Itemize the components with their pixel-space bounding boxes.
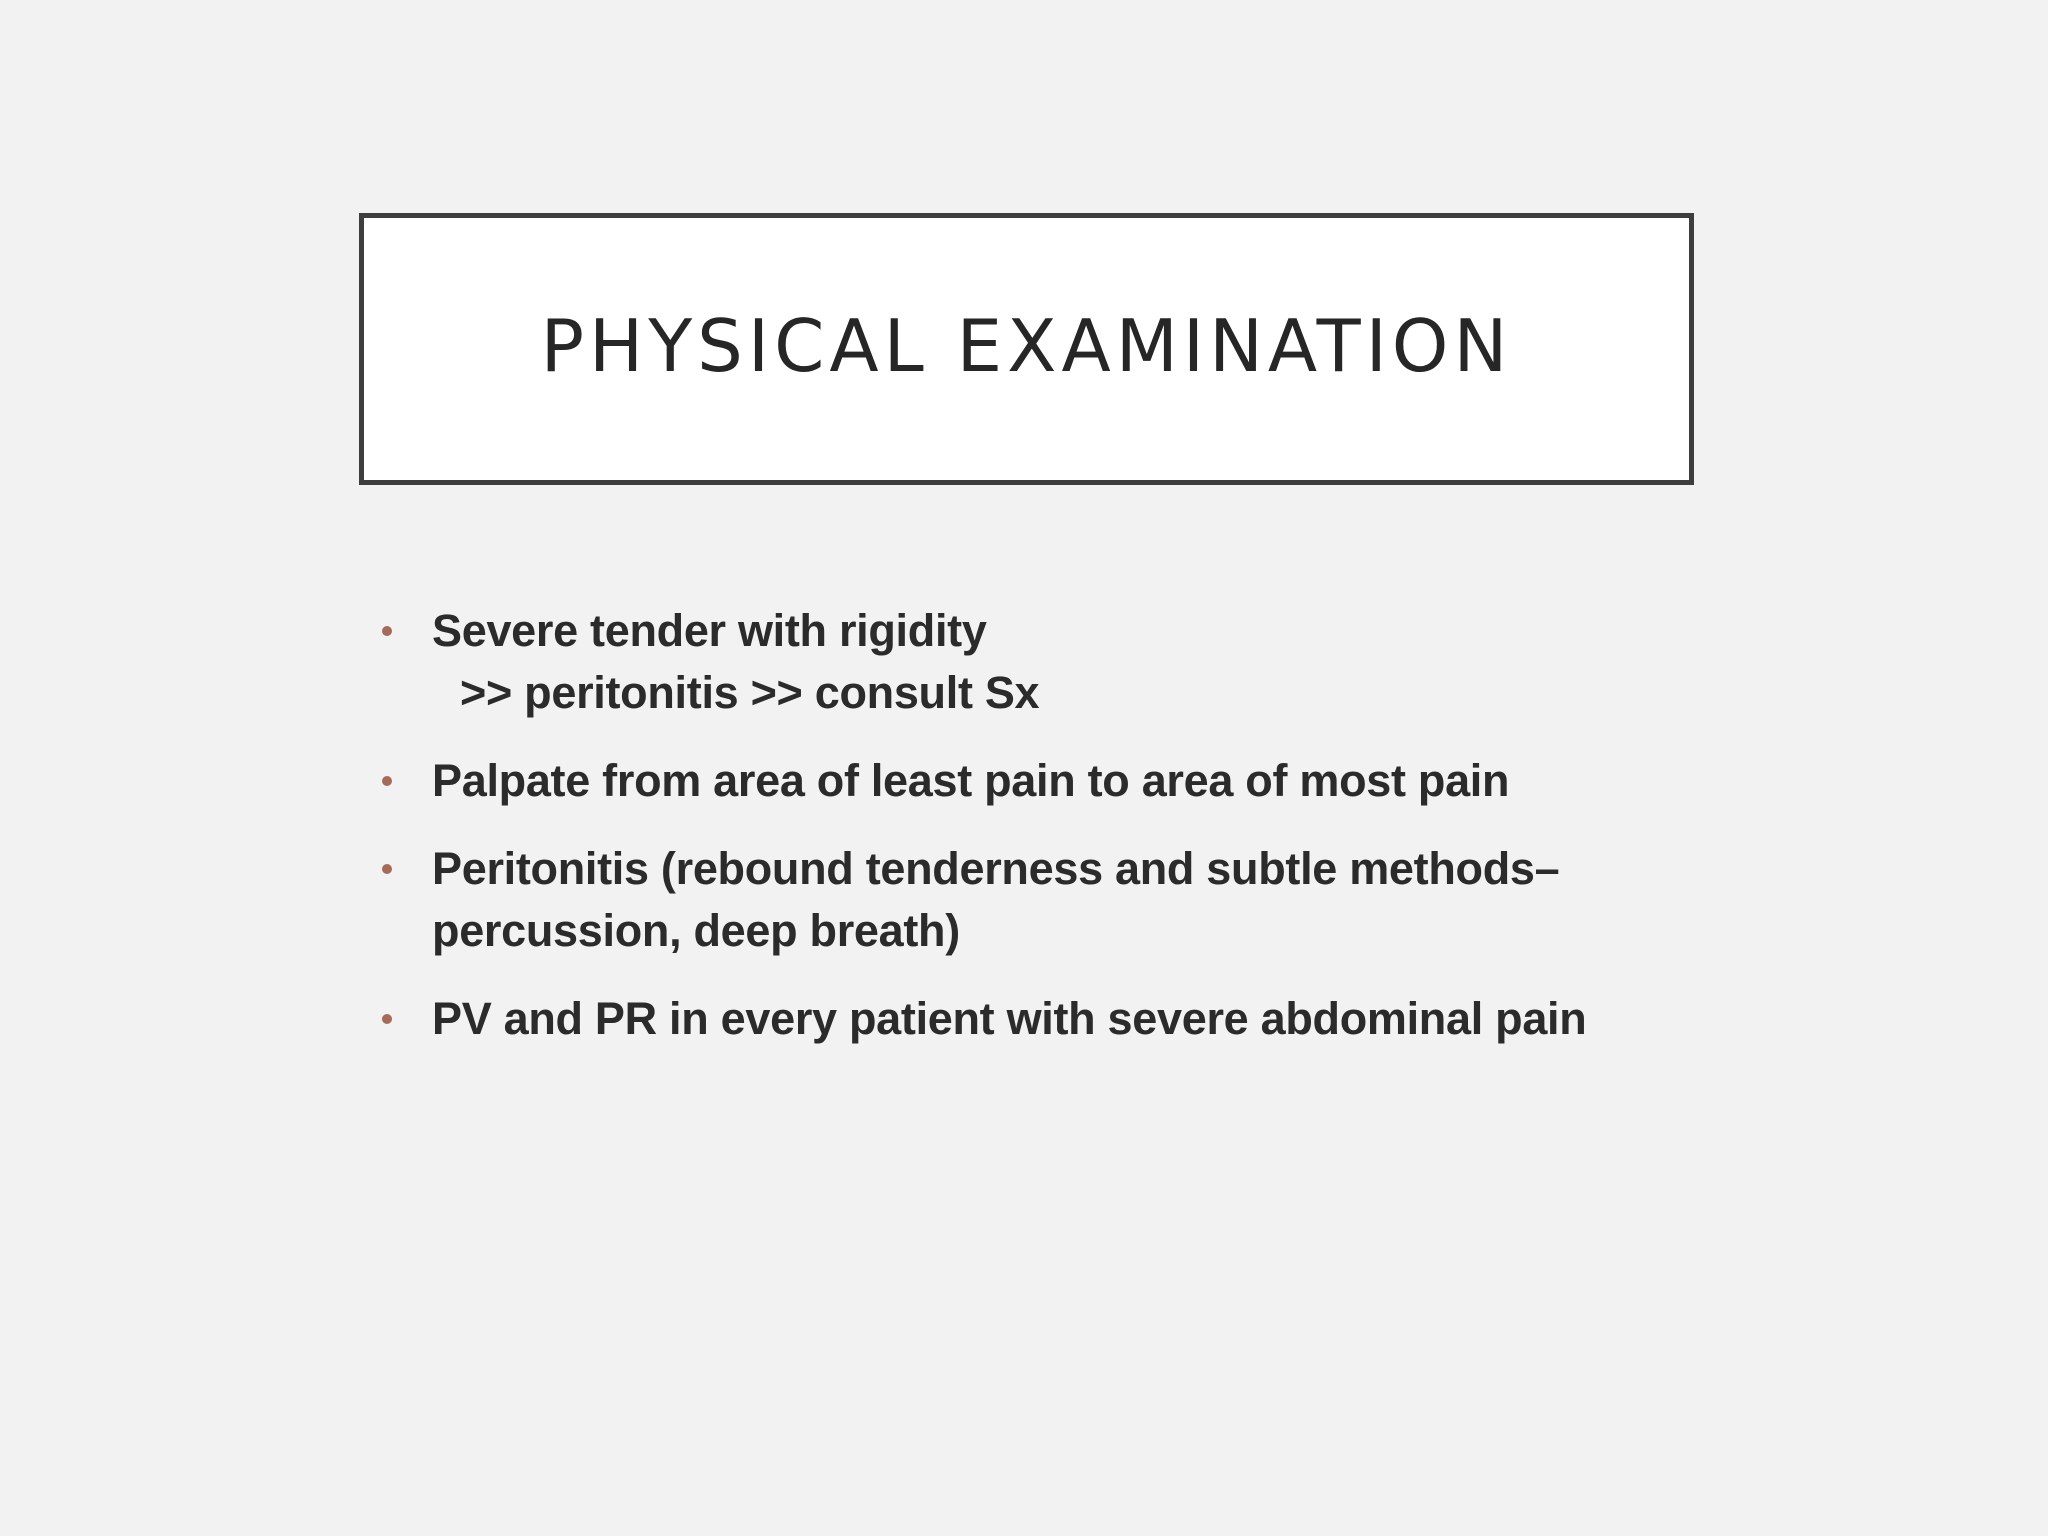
bullet-item [380,600,1710,724]
bullet-item [380,838,1710,962]
bullet-marker-icon [382,776,392,786]
bullet-text: Peritonitis (rebound tenderness and subtle methods– percussion, deep breath) [432,843,1560,956]
bullet-text: Palpate from area of least pain to area of most pain [432,755,1510,806]
slide-title: PHYSICAL EXAMINATION [540,304,1513,388]
bullet-marker-icon [382,1014,392,1024]
bullet-text: Severe tender with rigidity [432,605,987,656]
bullet-item [380,750,1710,812]
bullet-marker-icon [382,864,392,874]
bullet-subline: >> peritonitis >> consult Sx [460,667,1040,718]
bullet-marker-icon [382,626,392,636]
bullet-item [380,988,1710,1050]
slide-title-box [359,213,1694,485]
bullet-list [380,600,1710,1076]
bullet-text: PV and PR in every patient with severe abdominal pain [432,993,1587,1044]
